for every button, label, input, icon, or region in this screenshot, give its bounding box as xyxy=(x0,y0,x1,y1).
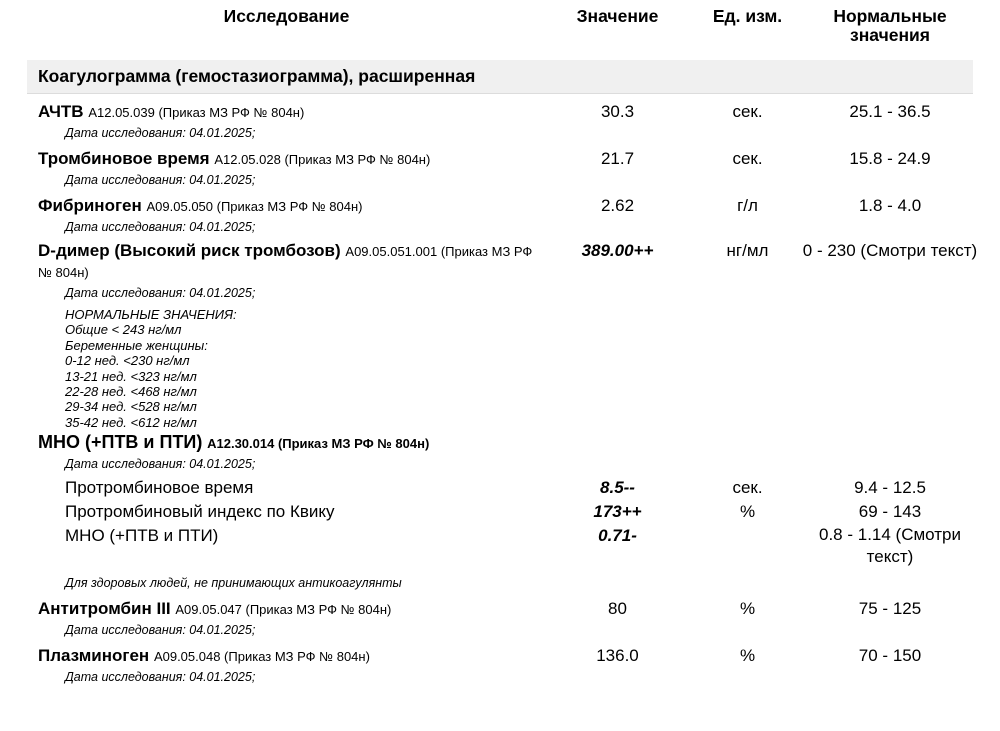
test-row-antithrombin xyxy=(0,599,1000,638)
test-code: А09.05.051.001 (Приказ МЗ РФ № 804н) xyxy=(38,244,533,280)
test-date: Дата исследования: 04.01.2025; xyxy=(65,623,256,638)
test-row-mno-group xyxy=(0,432,1000,591)
test-code: А09.05.048 (Приказ МЗ РФ № 804н) xyxy=(153,649,370,665)
column-header-unit: Ед. изм. xyxy=(712,6,783,26)
test-value: 136.0 xyxy=(596,646,639,666)
test-row-achtv xyxy=(0,102,1000,141)
test-name-cell xyxy=(0,432,535,454)
mno-footnote: Для здоровых людей, не принимающих антикоагулянты xyxy=(65,576,402,591)
test-name: МНО (+ПТВ и ПТИ) xyxy=(38,432,203,453)
test-date: Дата исследования: 04.01.2025; xyxy=(65,286,256,300)
test-value: 30.3 xyxy=(600,102,635,121)
test-unit: г/л xyxy=(737,196,758,215)
subtest-value: 8.5-- xyxy=(600,478,635,498)
subtest-row-prothrombin-time xyxy=(0,476,1000,500)
subtest-row-prothrombin-index xyxy=(0,500,1000,524)
column-header-normal xyxy=(795,7,985,45)
test-date: Дата исследования: 04.01.2025; xyxy=(65,220,256,234)
test-normal-range: 15.8 - 24.9 xyxy=(849,149,931,168)
test-unit: сек. xyxy=(732,149,763,168)
test-row-main xyxy=(0,241,1000,283)
test-code: А09.05.047 (Приказ МЗ РФ № 804н) xyxy=(175,602,392,618)
mno-subrows xyxy=(0,476,1000,568)
note-line: НОРМАЛЬНЫЕ ЗНАЧЕНИЯ: xyxy=(65,307,237,322)
test-row-main xyxy=(0,102,1000,123)
test-name: D-димер (Высокий риск тромбозов) xyxy=(38,241,341,260)
section-header xyxy=(27,60,973,94)
subtest-normal-range: 9.4 - 12.5 xyxy=(854,478,926,498)
test-value: 80 xyxy=(608,599,627,619)
column-header-value: Значение xyxy=(576,6,659,26)
test-normal-range: 25.1 - 36.5 xyxy=(849,102,931,121)
subtest-value: 0.71- xyxy=(598,526,637,546)
column-header-normal-label: Нормальные значения xyxy=(833,6,947,45)
note-line: Общие < 243 нг/мл xyxy=(65,322,182,338)
test-value: 389.00++ xyxy=(581,241,654,260)
subtest-normal-range: 69 - 143 xyxy=(858,502,922,522)
test-normal-range: 1.8 - 4.0 xyxy=(858,196,922,215)
test-name: АЧТВ xyxy=(38,102,84,121)
subtest-unit: % xyxy=(739,502,756,522)
test-unit: % xyxy=(739,646,756,666)
test-date: Дата исследования: 04.01.2025; xyxy=(65,670,256,685)
test-date: Дата исследования: 04.01.2025; xyxy=(65,173,256,187)
note-line: 13-21 нед. <323 нг/мл xyxy=(65,368,197,384)
section-title: Коагулограмма (гемостазиограмма), расширенная xyxy=(38,66,476,86)
test-row-main xyxy=(0,599,1000,620)
test-unit: % xyxy=(739,599,756,619)
test-name-cell xyxy=(0,646,535,667)
test-code: А12.30.014 (Приказ МЗ РФ № 804н) xyxy=(207,436,430,452)
subtest-name: Протромбиновое время xyxy=(65,478,254,498)
table-header-row xyxy=(0,0,1000,45)
test-normal-range: 70 - 150 xyxy=(858,646,922,666)
test-normal-range: 0 - 230 (Смотри текст) xyxy=(802,241,978,260)
test-date: Дата исследования: 04.01.2025; xyxy=(65,126,256,140)
note-line: 22-28 нед. <468 нг/мл xyxy=(65,384,197,400)
test-name: Тромбиновое время xyxy=(38,149,210,168)
subtest-name: Протромбиновый индекс по Квику xyxy=(65,502,335,522)
test-normal-range: 75 - 125 xyxy=(858,599,922,619)
test-unit: нг/мл xyxy=(726,241,769,260)
test-row-thrombin-time xyxy=(0,149,1000,188)
subtest-name: МНО (+ПТВ и ПТИ) xyxy=(65,526,219,546)
column-header-study: Исследование xyxy=(223,6,350,26)
test-row-plasminogen xyxy=(0,646,1000,685)
test-name-cell xyxy=(0,599,535,620)
test-name-cell xyxy=(0,102,535,123)
note-line: 29-34 нед. <528 нг/мл xyxy=(65,399,197,415)
test-unit: сек. xyxy=(732,102,763,121)
test-name-cell xyxy=(0,196,535,217)
test-name: Антитромбин III xyxy=(38,599,171,619)
subtest-row-mno xyxy=(0,524,1000,568)
test-value: 21.7 xyxy=(600,149,635,168)
test-row-fibrinogen xyxy=(0,196,1000,235)
test-code: А09.05.050 (Приказ МЗ РФ № 804н) xyxy=(146,199,363,214)
subtest-normal-range-text: 0.8 - 1.14 (Смотри текст) xyxy=(819,525,961,567)
test-code: А12.05.039 (Приказ МЗ РФ № 804н) xyxy=(88,105,305,120)
note-line: 35-42 нед. <612 нг/мл xyxy=(65,414,197,430)
test-name-cell xyxy=(0,149,535,170)
subtest-value: 173++ xyxy=(593,502,642,522)
test-value: 2.62 xyxy=(600,196,635,215)
note-line: 0-12 нед. <230 нг/мл xyxy=(65,353,190,369)
test-row-d-dimer xyxy=(0,241,1000,430)
test-name: Плазминоген xyxy=(38,646,150,666)
test-row-main xyxy=(0,196,1000,217)
note-line: Беременные женщины: xyxy=(65,337,208,353)
subtest-unit: сек. xyxy=(732,478,763,498)
subtest-normal-range xyxy=(795,524,985,568)
test-name: Фибриноген xyxy=(38,196,142,215)
test-row-main xyxy=(0,149,1000,170)
test-date: Дата исследования: 04.01.2025; xyxy=(65,457,256,472)
test-code: А12.05.028 (Приказ МЗ РФ № 804н) xyxy=(214,152,431,167)
reference-values-note xyxy=(65,307,1000,430)
test-name-cell xyxy=(0,241,535,283)
test-row-main xyxy=(0,646,1000,667)
test-row-main xyxy=(0,432,1000,454)
